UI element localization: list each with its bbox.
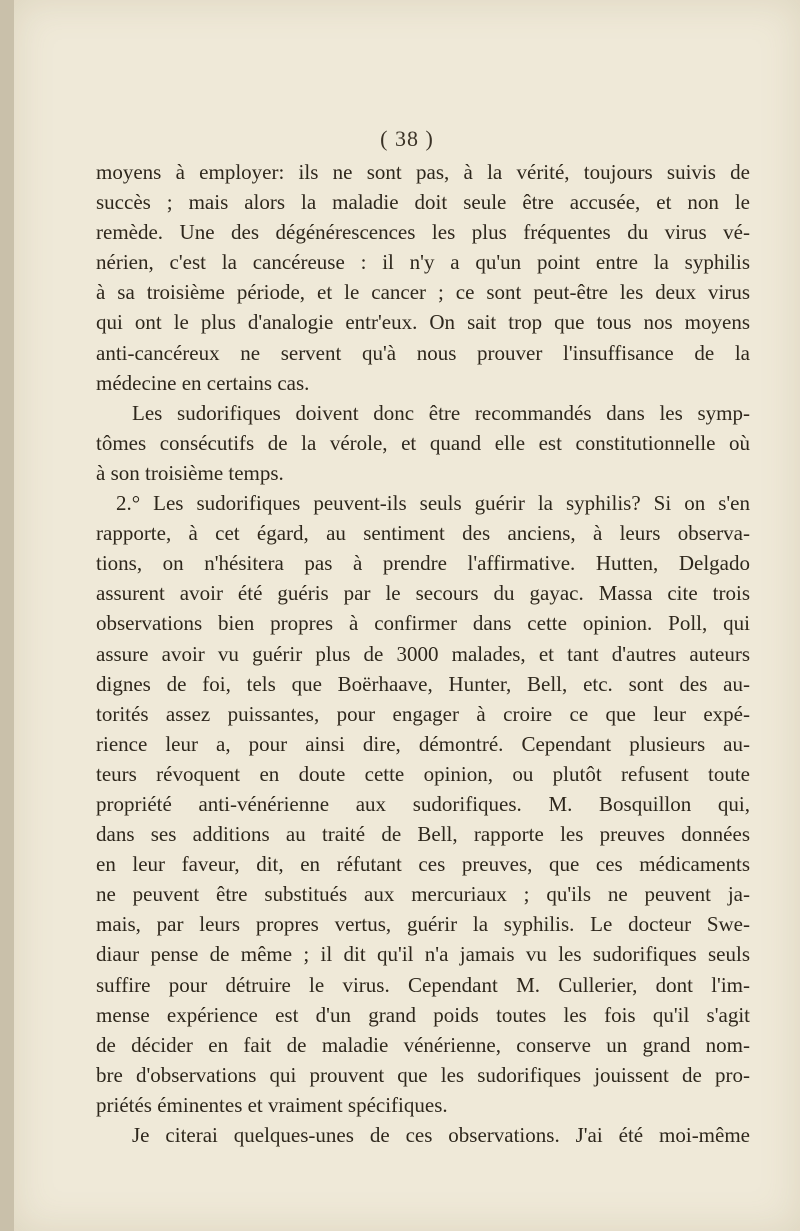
text-line: succès ; mais alors la maladie doit seule être accusée, et non le xyxy=(96,190,750,215)
text-line: ne peuvent être substitués aux mercuriaux ; qu'ils ne peuvent ja- xyxy=(96,882,750,907)
text-line: torités assez puissantes, pour engager à croire ce que leur expé- xyxy=(96,701,750,726)
text-line: médecine en certains cas. xyxy=(96,370,310,395)
text-line: diaur pense de même ; il dit qu'il n'a jamais vu les sudorifiques seuls xyxy=(96,942,750,967)
text-line: rapporte, à cet égard, au sentiment des anciens, à leurs observa- xyxy=(96,521,750,546)
page-text xyxy=(96,157,750,1150)
text-line: teurs révoquent en doute cette opinion, ou plutôt refusent toute xyxy=(96,761,750,786)
text-line: remède. Une des dégénérescences les plus fréquentes du virus vé- xyxy=(96,220,750,245)
text-line: 2.° Les sudorifiques peuvent-ils seuls guérir la syphilis? Si on s'en xyxy=(116,491,750,516)
text-line: qui ont le plus d'analogie entr'eux. On sait trop que tous nos moyens xyxy=(96,310,750,335)
text-line: dignes de foi, tels que Boërhaave, Hunter, Bell, etc. sont des au- xyxy=(96,671,750,696)
text-line: nérien, c'est la cancéreuse : il n'y a qu'un point entre la syphilis xyxy=(96,250,750,275)
page-number: ( 38 ) xyxy=(380,126,434,151)
text-line: de décider en fait de maladie vénérienne, conserve un grand nom- xyxy=(96,1032,750,1057)
text-line: mense expérience est d'un grand poids toutes les fois qu'il s'agit xyxy=(96,1002,750,1027)
text-line: bre d'observations qui prouvent que les sudorifiques jouissent de pro- xyxy=(96,1062,750,1087)
text-line: Je citerai quelques-unes de ces observations. J'ai été moi-même xyxy=(132,1123,750,1147)
book-page xyxy=(14,0,800,1231)
text-line: priétés éminentes et vraiment spécifiques. xyxy=(96,1092,448,1117)
text-line: anti-cancéreux ne servent qu'à nous prouver l'insuffisance de la xyxy=(96,340,750,365)
text-line: Les sudorifiques doivent donc être recommandés dans les symp- xyxy=(132,400,750,425)
text-line: tômes consécutifs de la vérole, et quand elle est constitutionnelle où xyxy=(96,430,750,455)
text-line: rience leur a, pour ainsi dire, démontré. Cependant plusieurs au- xyxy=(96,731,750,756)
text-line: à son troisième temps. xyxy=(96,460,284,485)
text-line: moyens à employer: ils ne sont pas, à la vérité, toujours suivis de xyxy=(96,160,750,184)
text-line: mais, par leurs propres vertus, guérir la syphilis. Le docteur Swe- xyxy=(96,912,750,937)
text-line: à sa troisième période, et le cancer ; ce sont peut-être les deux virus xyxy=(96,280,750,305)
text-line: suffire pour détruire le virus. Cependant M. Cullerier, dont l'im- xyxy=(96,972,750,997)
text-line: observations bien propres à confirmer dans cette opinion. Poll, qui xyxy=(96,611,750,636)
text-line: tions, on n'hésitera pas à prendre l'affirmative. Hutten, Delgado xyxy=(96,551,750,576)
text-line: en leur faveur, dit, en réfutant ces preuves, que ces médicaments xyxy=(96,852,750,877)
text-line: assure avoir vu guérir plus de 3000 malades, et tant d'autres auteurs xyxy=(96,641,750,666)
text-line: dans ses additions au traité de Bell, rapporte les preuves données xyxy=(96,822,750,847)
text-line: assurent avoir été guéris par le secours du gayac. Massa cite trois xyxy=(96,581,750,606)
text-line: propriété anti-vénérienne aux sudorifiques. M. Bosquillon qui, xyxy=(96,791,750,816)
